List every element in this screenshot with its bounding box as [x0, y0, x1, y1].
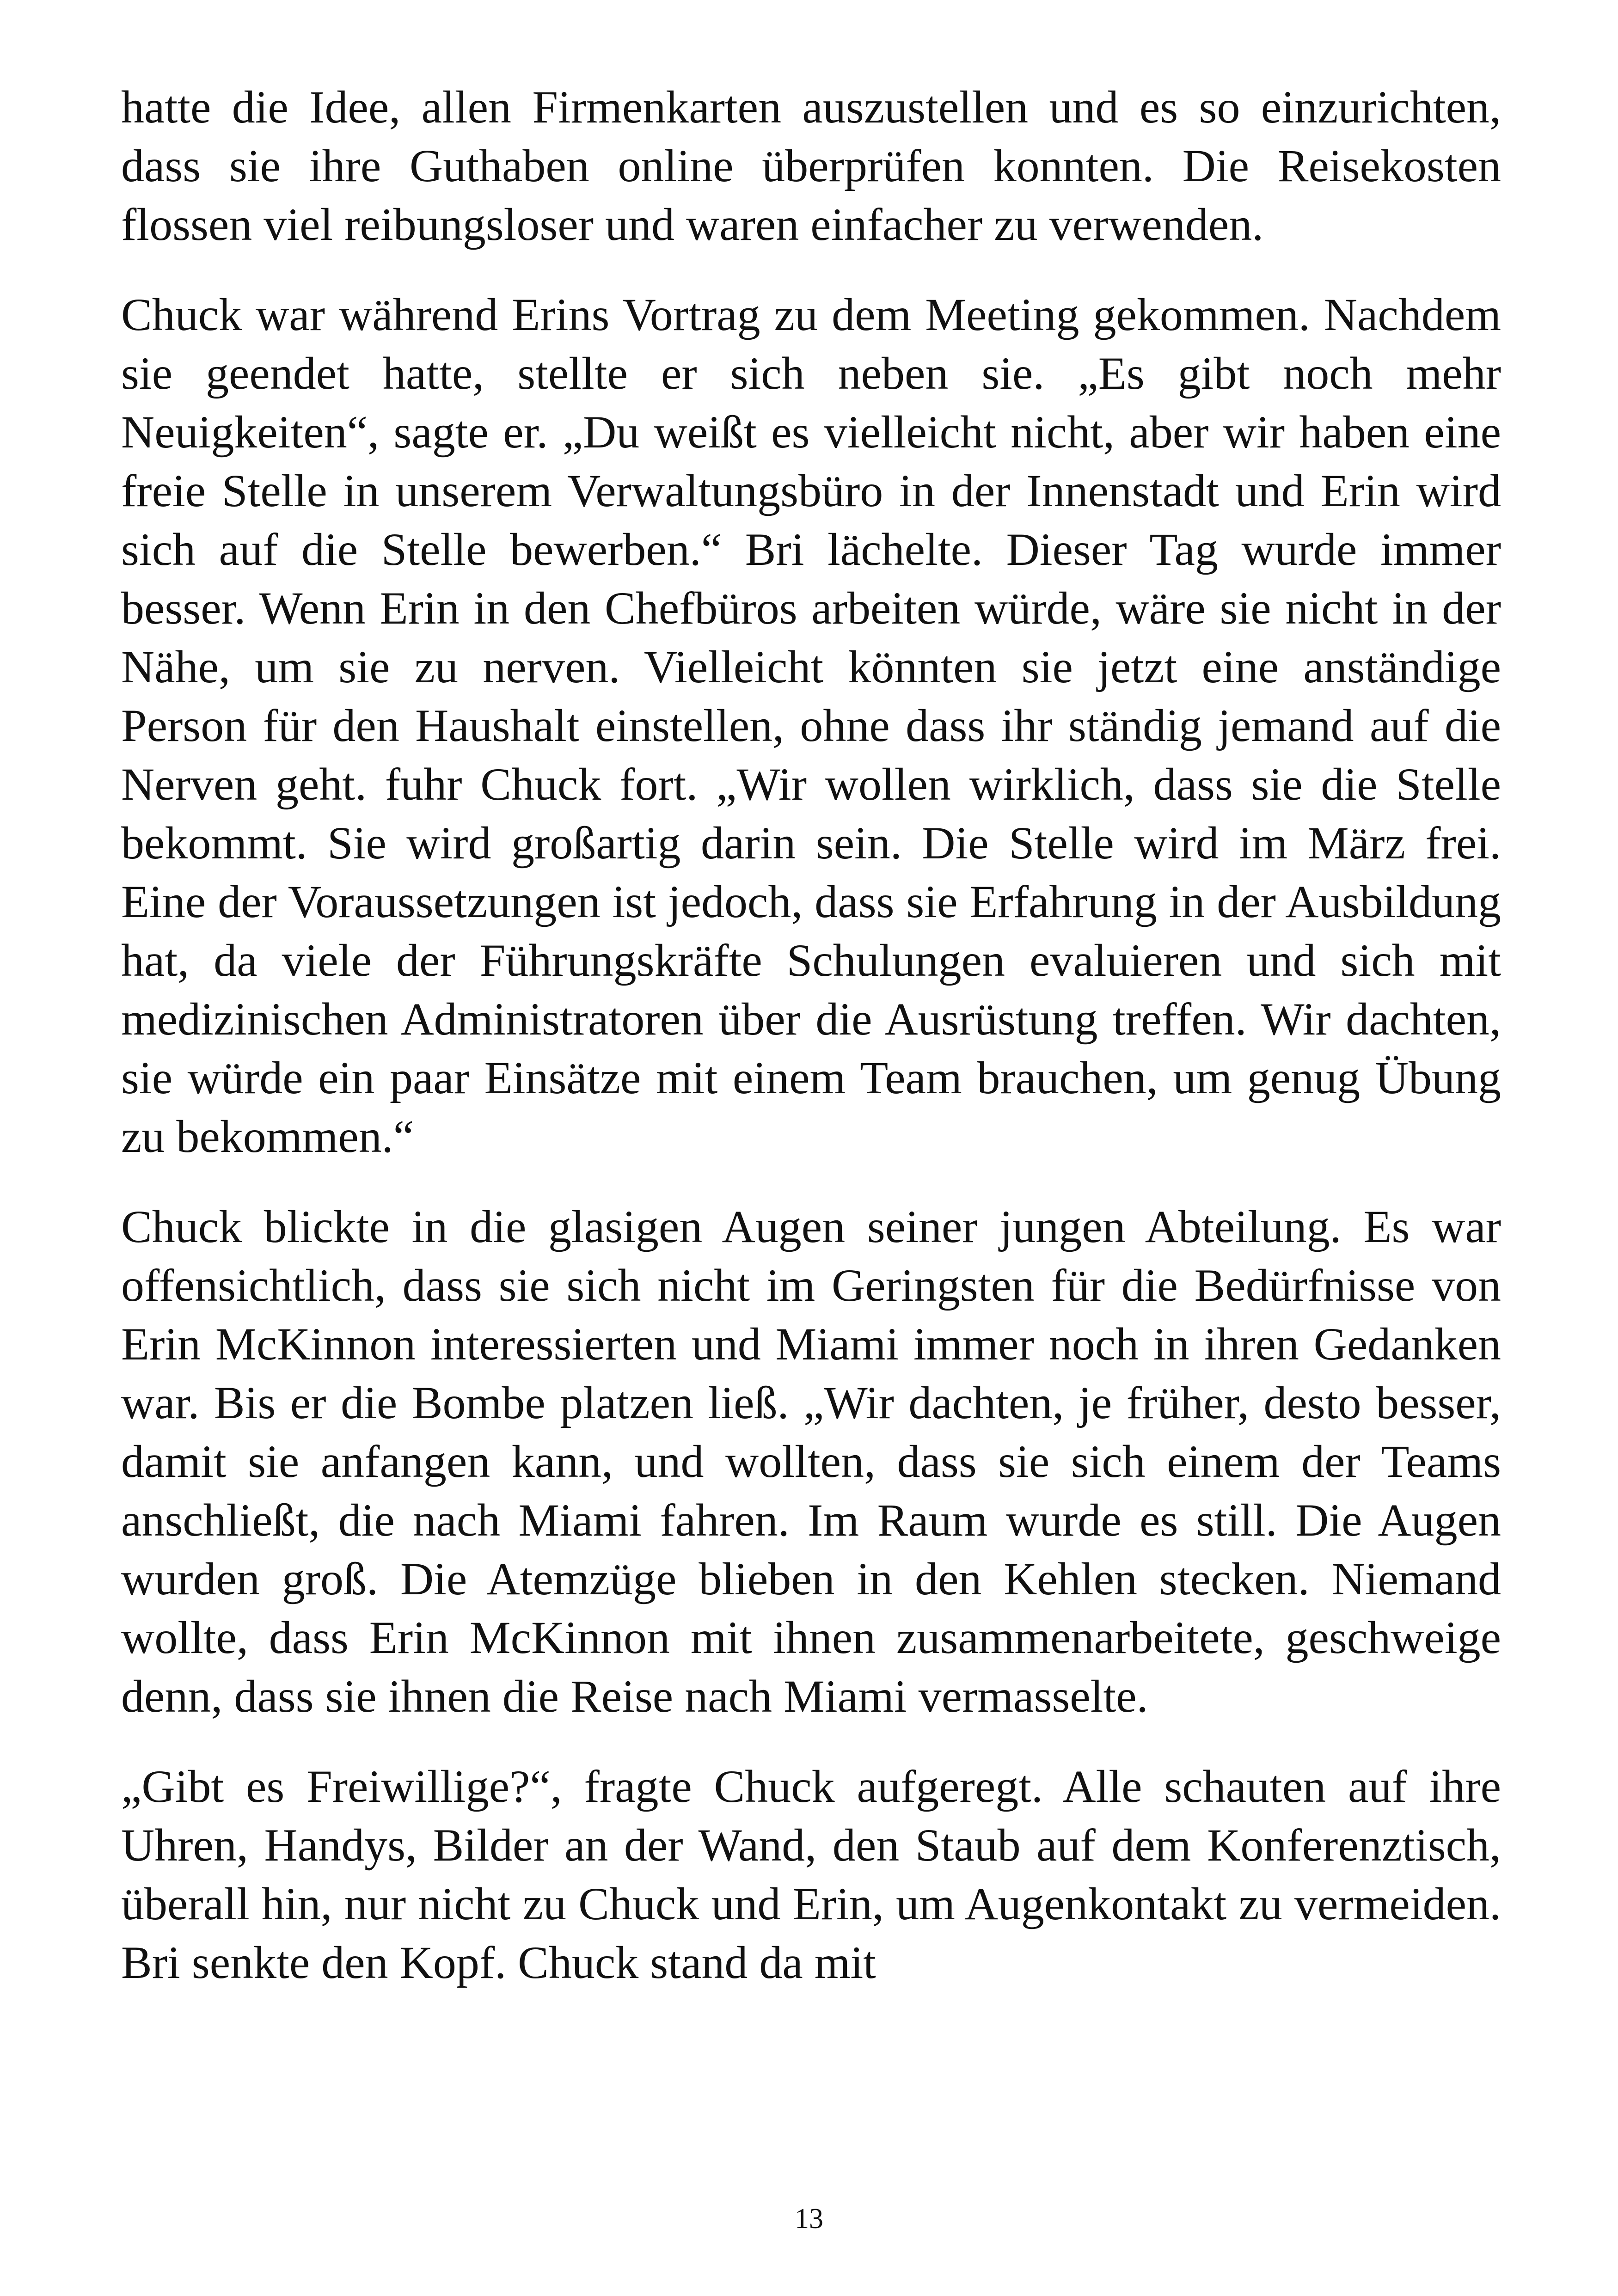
paragraph: Chuck blickte in die glasigen Augen seiner jungen Abteilung. Es war offensichtlich, dass sie sich nicht im Geringsten für die Bedürfnisse von Erin McKinnon interessierten und Miami immer noch in ihren Gedanken war. Bis er die Bombe platzen ließ. „Wir dachten, je früher, desto besser, damit sie anfangen kann, und wollten, dass sie sich einem der Teams anschließt, die nach Miami fahren. Im Raum wurde es still. Die Augen wurden groß. Die Atemzüge blieben in den Kehlen stecken. Niemand wollte, dass Erin McKinnon mit ihnen zusammenarbeitete, geschweige denn, dass sie ihnen die Reise nach Miami vermasselte.: [121, 1201, 1501, 1722]
paragraph: „Gibt es Freiwillige?“, fragte Chuck aufgeregt. Alle schauten auf ihre Uhren, Handys, Bilder an der Wand, den Staub auf dem Konferenztisch, überall hin, nur nicht zu Chuck und Erin, um Augenkontakt zu vermeiden. Bri senkte den Kopf. Chuck stand da mit: [121, 1761, 1501, 1988]
paragraph: hatte die Idee, allen Firmenkarten auszustellen und es so einzurichten, dass sie ihre Guthaben online überprüfen konnten. Die Reisekosten flossen viel reibungsloser und waren einfacher zu verwenden.: [121, 81, 1501, 250]
paragraph: Chuck war während Erins Vortrag zu dem Meeting gekommen. Nachdem sie geendet hatte, stellte er sich neben sie. „Es gibt noch mehr Neuigkeiten“, sagte er. „Du weißt es vielleicht nicht, aber wir haben eine freie Stelle in unserem Verwaltungsbüro in der Innenstadt und Erin wird sich auf die Stelle bewerben.“ Bri lächelte. Dieser Tag wurde immer besser. Wenn Erin in den Chefbüros arbeiten würde, wäre sie nicht in der Nähe, um sie zu nerven. Vielleicht könnten sie jetzt eine anständige Person für den Haushalt einstellen, ohne dass ihr ständig jemand auf die Nerven geht. fuhr Chuck fort. „Wir wollen wirklich, dass sie die Stelle bekommt. Sie wird großartig darin sein. Die Stelle wird im März frei. Eine der Voraussetzungen ist jedoch, dass sie Erfahrung in der Ausbildung hat, da viele der Führungskräfte Schulungen evaluieren und sich mit medizinischen Administratoren über die Ausrüstung treffen. Wir dachten, sie würde ein paar Einsätze mit einem Team brauchen, um genug Übung zu bekommen.“: [121, 289, 1501, 1162]
page-number: 13: [795, 2203, 823, 2235]
page-body: [121, 78, 1501, 2023]
